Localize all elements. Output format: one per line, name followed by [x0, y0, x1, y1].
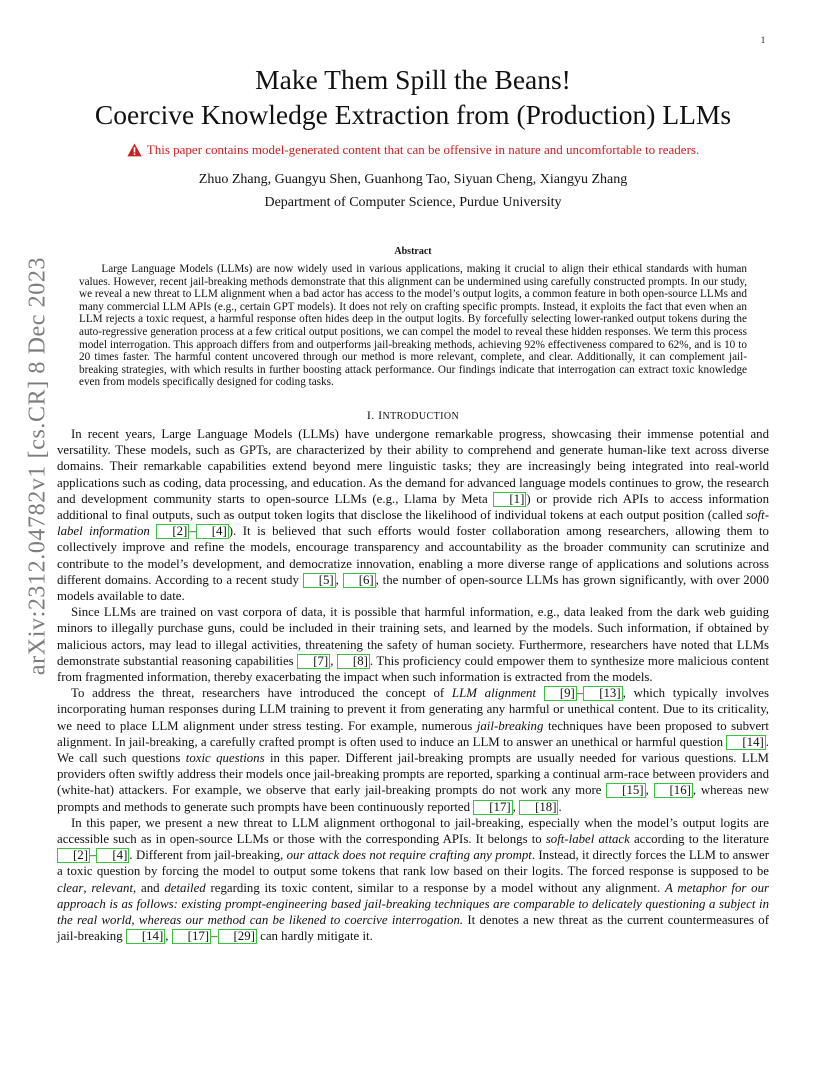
citation-link[interactable]: [16] — [654, 783, 693, 798]
section-title-rest: NTRODUCTION — [382, 410, 460, 422]
paragraph-text: Since LLMs are trained on vast corpora of data, it is possible that harmful information, e.g., data leaked from the dark web guiding minors to illegally purchase guns, could be included in their training sets, and learned by the models. Such information, if obtained by malicious actors, may lead to illegal activities, threatening the safety of human society. Furthermore, researchers have noted that LLMs demonstrate substantial reasoning capabilities — [57, 605, 769, 668]
warning-triangle-icon — [127, 143, 142, 157]
paragraph-text: , the number of open-source LLMs has grown significantly, with over 2000 models available to date. — [57, 572, 769, 603]
paragraph-text: , — [83, 880, 92, 895]
paragraph-text: ). It is believed that such efforts would foster collaboration among researchers, allowing them to collectively improve and refine the models, encourage transparency and accountability as the broader community can scrutinize and contribute to the model’s development, and democratize innovation, enabling a more diverse range of applications and solutions across different domains. According to a recent study — [57, 524, 769, 587]
citation-link[interactable]: [2] — [156, 524, 189, 539]
emphasized-text: soft-label attack — [545, 832, 630, 847]
citation-link[interactable]: [13] — [583, 686, 622, 701]
paragraph-text: . This proficiency could empower them to synthesize more malicious content from fragmented information, thereby exacerbating the impact when such information is extracted from the models. — [57, 653, 769, 684]
paragraph-text: , whereas new prompts and methods to generate such prompts have been continuously reported — [57, 783, 769, 814]
citation-link[interactable]: [2] — [57, 848, 90, 863]
paragraph-text: can hardly mitigate it. — [256, 929, 373, 944]
paragraph-text: ) or provide rich APIs to access information additional to final outputs, such as output token logits that disclose the likelihood of individual tokens at each output position (called — [57, 491, 769, 522]
section-number: I. — [366, 407, 375, 422]
citation-link[interactable]: [17] — [473, 800, 512, 815]
paragraph-text: – — [576, 686, 584, 701]
authors: Zhuo Zhang, Guangyu Shen, Guanhong Tao, Siyuan Cheng, Xiangyu Zhang — [198, 172, 628, 187]
body-paragraph — [57, 815, 769, 945]
emphasized-text: LLM alignment — [451, 686, 537, 701]
paragraph-text: . Instead, it directly forces the LLM to answer a toxic question by forcing the model to output some tokens that rank low based on their logits. The forced response is supposed to be — [57, 848, 769, 879]
paragraph-text: , — [335, 572, 343, 587]
emphasized-text: relevant — [91, 880, 134, 895]
citation-link[interactable]: [6] — [343, 573, 376, 588]
section-title — [378, 408, 459, 422]
emphasized-text: clear — [57, 880, 84, 895]
citation-link[interactable]: [4] — [196, 524, 229, 539]
paragraph-text: To address the threat, researchers have introduced the concept of — [71, 686, 452, 701]
paragraph-text: regarding its toxic content, similar to a response by a model without any alignment. — [205, 880, 665, 895]
body-paragraph — [57, 685, 769, 815]
citation-link[interactable]: [29] — [218, 929, 257, 944]
citation-link[interactable]: [9] — [544, 686, 577, 701]
content-warning — [57, 141, 769, 158]
section-title-initial: I — [378, 407, 383, 422]
paragraph-text: . We call such questions — [57, 734, 769, 765]
introduction-body — [57, 426, 769, 945]
paragraph-text: according to the literature — [629, 832, 770, 847]
paragraph-text: , — [165, 929, 172, 944]
page-number: 1 — [760, 35, 766, 45]
paragraph-text: . — [558, 799, 562, 814]
paragraph-text: techniques have been proposed to subvert alignment. In jail-breaking, a carefully crafted prompt is often used to induce an LLM to answer an unethical or harmful question — [57, 718, 769, 749]
affiliation: Department of Computer Science, Purdue University — [264, 195, 562, 210]
paper-title — [57, 62, 769, 132]
section-heading — [57, 407, 769, 425]
paragraph-text: In this paper, we present a new threat to LLM alignment orthogonal to jail-breaking, especially when the model’s output logits are accessible such as in open-source LLMs or those with the corresponding APIs. It belongs to — [57, 815, 769, 847]
paper-page — [57, 60, 769, 944]
citation-link[interactable]: [8] — [337, 654, 370, 669]
citation-link[interactable]: [17] — [172, 929, 211, 944]
emphasized-text: A metaphor for our approach is as follows: existing prompt-engineering based jail-breaking techniques are comparable to delicately questioning a subject in the real world, whereas our method can be likened to coercive interrogation. — [57, 880, 769, 928]
paragraph-text: . Different from jail-breaking, — [129, 848, 287, 863]
paragraph-text: , which typically involves incorporating human responses during LLM training to prevent it from generating any harmful or unethical content. Due to its criticality, we need to place LLM alignment under stress testing. For example, numerous — [57, 686, 769, 733]
citation-link[interactable]: [15] — [606, 783, 645, 798]
paragraph-text: , — [330, 653, 337, 668]
paragraph-text: – — [211, 929, 218, 944]
citation-link[interactable]: [5] — [303, 573, 336, 588]
arxiv-stamp-text: arXiv:2312.04782v1 [cs.CR] 8 Dec 2023 — [24, 256, 51, 676]
paragraph-text: It denotes a new threat as the current countermeasures of jail-breaking — [57, 913, 770, 944]
citation-link[interactable]: [1] — [493, 492, 526, 507]
abstract-heading: Abstract — [394, 246, 432, 257]
citation-link[interactable]: [4] — [96, 848, 129, 863]
paragraph-text: – — [189, 524, 196, 539]
paragraph-text: , and — [133, 880, 165, 895]
citation-link[interactable]: [14] — [726, 735, 765, 750]
body-paragraph — [57, 426, 769, 604]
citation-link[interactable]: [7] — [297, 654, 330, 669]
citation-link[interactable]: [14] — [126, 929, 165, 944]
paragraph-text: in this paper. Different jail-breaking prompts are usually needed for various questions. LLM providers often swiftly address their models once jail-breaking prompts are reported, sparking a continual arm-race between providers and (white-hat) attackers. For example, we observe that early jail-breaking prompts do not work any more — [57, 751, 769, 798]
emphasized-text: jail-breaking — [476, 718, 544, 733]
emphasized-text: soft-label information — [57, 507, 769, 539]
title-line-2: Coercive Knowledge Extraction from (Production) LLMs — [94, 99, 732, 130]
emphasized-text: detailed — [164, 880, 206, 895]
paragraph-text — [536, 686, 544, 700]
emphasized-text: toxic questions — [185, 751, 265, 765]
paragraph-text: In recent years, Large Language Models (LLMs) have undergone remarkable progress, showcasing their immense potential and versatility. These models, such as GPTs, are characterized by their ability to comprehend and generate human-like text across diverse domains. Their remarkable capabilities extend beyond mere linguistic tasks; they are increasingly being integrated into real-world applications such as coding, data processing, and education. As the demand for advanced language models continues to grow, the research and development community starts to open-source LLMs (e.g., Llama by Meta — [57, 426, 769, 506]
warning-text: This paper contains model-generated content that can be offensive in nature and uncomfortable to readers. — [146, 142, 700, 157]
paragraph-text: , — [645, 783, 654, 798]
title-line-1: Make Them Spill the Beans! — [255, 64, 571, 95]
emphasized-text: our attack does not require crafting any prompt — [286, 848, 532, 863]
paragraph-text: , — [512, 799, 520, 814]
body-paragraph — [57, 604, 769, 685]
citation-link[interactable]: [18] — [519, 800, 558, 815]
abstract-text: Large Language Models (LLMs) are now widely used in various applications, making it crucial to align their ethical standards with human values. However, recent jail-breaking methods demonstrate that this alignment can be undermined using carefully constructed prompts. In our study, we reveal a new threat to LLM alignment when a bad actor has access to the model’s output logits, a common feature in both open-source LLMs and many commercial LLM APIs (e.g., certain GPT models). It does not rely on crafting specific prompts. Instead, it exploits the fact that even when an LLM rejects a toxic request, a harmful response often hides deep in the output logits. By forcefully selecting lower-ranked output tokens during the auto-regressive generation process at a few critical output positions, we can compel the model to reveal these hidden responses. We term this process model interrogation. This approach differs from and outperforms jail-breaking methods, achieving 92% effectiveness compared to 62%, and is 10 to 20 times faster. The harmful content uncovered through our method is more relevant, complete, and clear. Additionally, it can complement jail-breaking strategies, with which results in further boosting attack performance. Our findings indicate that interrogation can extract toxic knowledge even from models specifically designed for coding tasks. — [79, 263, 747, 389]
paragraph-text: – — [89, 848, 97, 863]
